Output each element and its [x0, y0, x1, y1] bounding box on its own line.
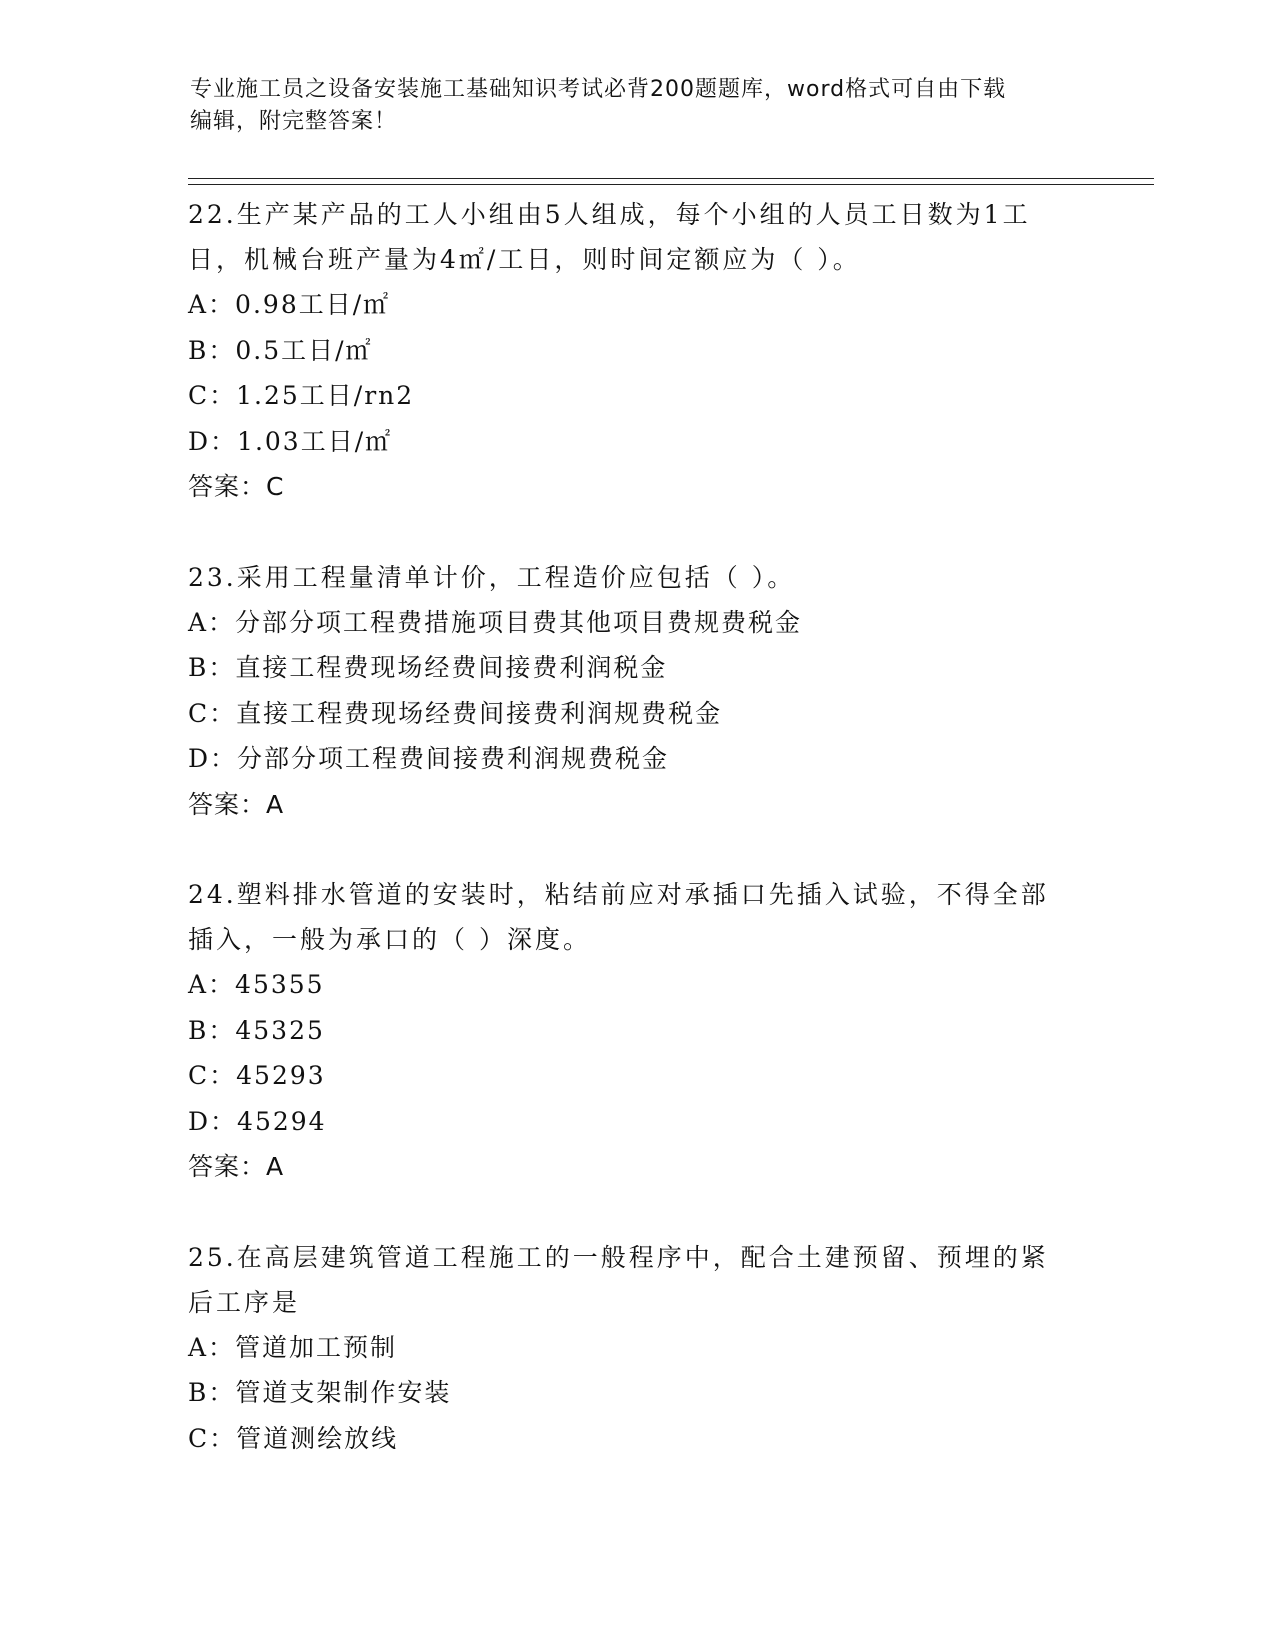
question-stem-line: 后工序是 — [188, 1287, 301, 1317]
question-stem-line: 25.在高层建筑管道工程施工的一般程序中，配合土建预留、预埋的紧 — [188, 1242, 1049, 1272]
option-c: C：45293 — [188, 1061, 326, 1090]
option-a: A：45355 — [188, 970, 325, 999]
option-c: C：直接工程费现场经费间接费利润规费税金 — [188, 698, 723, 728]
question-stem-line: 插入，一般为承口的（ ）深度。 — [188, 925, 591, 954]
question-stem-line: 22.生产某产品的工人小组由5人组成，每个小组的人员工日数为1工 — [188, 200, 1031, 229]
header-line-1: 专业施工员之设备安装施工基础知识考试必背200题题库，word格式可自由下载 — [190, 77, 1007, 102]
question-stem-line: 23.采用工程量清单计价，工程造价应包括（ ）。 — [188, 562, 796, 592]
question-25 — [188, 1235, 1088, 1462]
question-23 — [188, 555, 1088, 828]
option-b: B：45325 — [188, 1015, 325, 1045]
question-stem-line: 24.塑料排水管道的安装时，粘结前应对承插口先插入试验，不得全部 — [188, 880, 1049, 909]
option-c: C：管道测绘放线 — [188, 1423, 399, 1453]
option-a: A：管道加工预制 — [188, 1332, 398, 1362]
option-d: D：45294 — [188, 1106, 327, 1136]
option-a: A：0.98工日/㎡ — [188, 290, 391, 319]
question-stem-line: 日，机械台班产量为4㎡/工日，则时间定额应为（ ）。 — [188, 245, 861, 274]
answer-line: 答案：A — [188, 789, 285, 819]
option-a: A：分部分项工程费措施项目费其他项目费规费税金 — [188, 607, 803, 637]
header-line-2: 编辑，附完整答案！ — [190, 109, 398, 134]
option-d: D：分部分项工程费间接费利润规费税金 — [188, 744, 670, 773]
question-22 — [188, 192, 1088, 510]
question-list — [188, 192, 1088, 1461]
option-b: B：0.5工日/㎡ — [188, 335, 373, 365]
header-divider-top — [188, 178, 1154, 179]
question-spacer — [188, 1190, 1088, 1235]
option-b: B：管道支架制作安装 — [188, 1378, 452, 1407]
question-24 — [188, 872, 1088, 1190]
answer-line: 答案：A — [188, 1152, 285, 1181]
option-c: C：1.25工日/rn2 — [188, 381, 415, 410]
option-b: B：直接工程费现场经费间接费利润税金 — [188, 653, 668, 682]
question-spacer — [188, 510, 1088, 555]
option-d: D：1.03工日/㎡ — [188, 426, 393, 456]
answer-line: 答案：C — [188, 472, 285, 501]
question-spacer — [188, 827, 1088, 872]
header-divider-bottom — [188, 184, 1154, 185]
document-header — [190, 74, 1070, 138]
